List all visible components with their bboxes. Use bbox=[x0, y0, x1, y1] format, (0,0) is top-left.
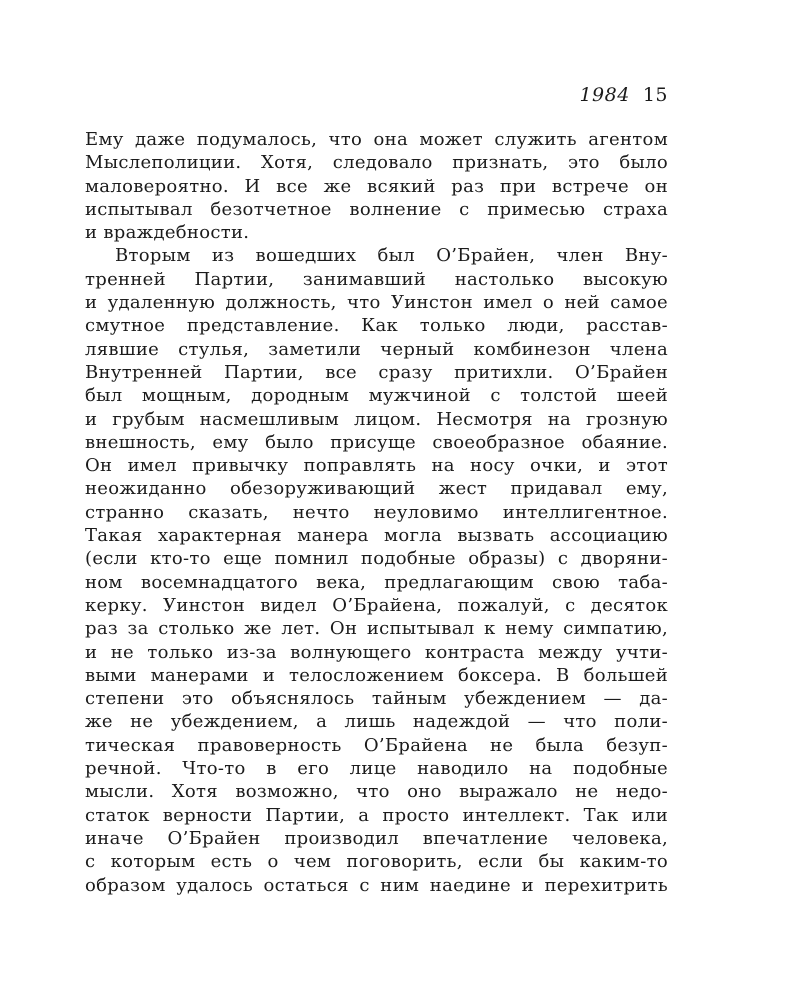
text-line: и удаленную должность, что Уинстон имел о ней самое bbox=[85, 292, 668, 314]
text-line: странно сказать, нечто неуловимо интеллигентное. bbox=[85, 501, 668, 523]
text-line: Мыслеполиции. Хотя, следовало признать, это было bbox=[85, 152, 668, 174]
text-line: раз за столько же лет. Он испытывал к нему симпатию, bbox=[85, 618, 668, 640]
text-line: степени это объяснялось тайным убеждением — да- bbox=[85, 688, 668, 710]
text-line: Он имел привычку поправлять на носу очки, и этот bbox=[85, 455, 668, 477]
text-line: Внутренней Партии, все сразу притихли. О’Брайен bbox=[85, 361, 668, 383]
text-line: с которым есть о чем поговорить, если бы каким-то bbox=[85, 851, 668, 873]
text-line: испытывал безотчетное волнение с примесью страха bbox=[85, 198, 668, 220]
text-line: выми манерами и телосложением боксера. В большей bbox=[85, 664, 668, 686]
text-line: керку. Уинстон видел О’Брайена, пожалуй, с десяток bbox=[85, 594, 668, 616]
text-line: был мощным, дородным мужчиной с толстой шеей bbox=[85, 385, 668, 407]
text-line: ном восемнадцатого века, предлагающим свою таба- bbox=[85, 571, 668, 593]
running-header-book-title: 1984 bbox=[579, 84, 630, 106]
running-header bbox=[85, 84, 668, 106]
text-line: Ему даже подумалось, что она может служить агентом bbox=[85, 129, 668, 150]
text-block bbox=[85, 128, 668, 897]
text-line: внешность, ему было присуще своеобразное обаяние. bbox=[85, 431, 668, 453]
text-line: Такая характерная манера могла вызвать ассоциацию bbox=[85, 525, 668, 547]
text-line: смутное представление. Как только люди, расстав- bbox=[85, 315, 668, 337]
text-line: Вторым из вошедших был О’Брайен, член Вну- bbox=[115, 245, 668, 267]
text-line: иначе О’Брайен производил впечатление человека, bbox=[85, 827, 668, 849]
text-line: мысли. Хотя возможно, что оно выражало не недо- bbox=[85, 781, 668, 803]
paragraph bbox=[85, 244, 668, 896]
text-line: же не убеждением, а лишь надеждой — что поли- bbox=[85, 711, 668, 733]
text-line: и враждебности. bbox=[85, 222, 250, 244]
text-line: и грубым насмешливым лицом. Несмотря на грозную bbox=[85, 408, 668, 430]
text-line: неожиданно обезоруживающий жест придавал ему, bbox=[85, 478, 668, 500]
text-line: тренней Партии, занимавший настолько высокую bbox=[85, 268, 668, 290]
text-line: статок верности Партии, а просто интеллект. Так или bbox=[85, 804, 668, 826]
text-line: тическая правоверность О’Брайена не была безуп- bbox=[85, 734, 668, 756]
text-line: речной. Что-то в его лице наводило на подобные bbox=[85, 758, 668, 780]
text-line: маловероятно. И все же всякий раз при встрече он bbox=[85, 175, 668, 197]
text-line: и не только из-за волнующего контраста между учти- bbox=[85, 641, 668, 663]
text-line: образом удалось остаться с ним наедине и перехитрить bbox=[85, 874, 668, 896]
page-number: 15 bbox=[642, 84, 668, 106]
text-line: лявшие стулья, заметили черный комбинезон члена bbox=[85, 338, 668, 360]
paragraph bbox=[85, 128, 668, 244]
text-line: (если кто-то еще помнил подобные образы) с дворяни- bbox=[85, 548, 668, 570]
